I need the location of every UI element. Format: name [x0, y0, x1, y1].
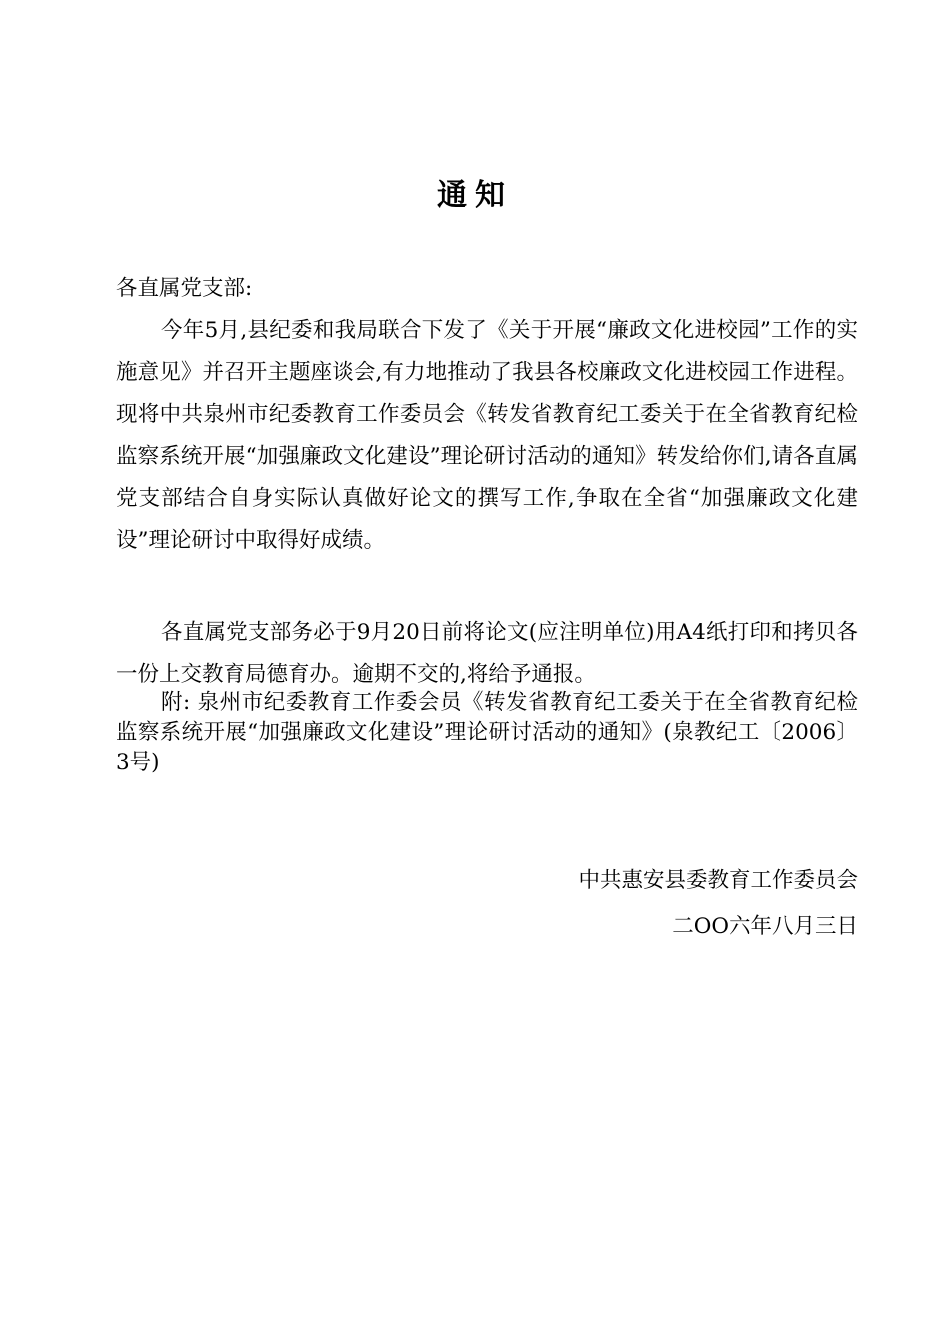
- document-title: 通知: [437, 178, 513, 213]
- signature-organization: 中共惠安县委教育工作委员会: [578, 868, 858, 893]
- body-paragraph-1: 今年5月,县纪委和我局联合下发了《关于开展“廉政文化进校园”工作的实施意见》并召开主题座谈会,有力地推动了我县各校廉政文化进校园工作进程。现将中共泉州市纪委教育工作委员会《转发省教育纪工委关于在全省教育纪检监察系统开展“加强廉政文化建设”理论研讨活动的通知》转发给你们,请各直属党支部结合自身实际认真做好论文的撰写工作,争取在全省“加强廉政文化建设”理论研讨中取得好成绩。: [116, 318, 858, 553]
- attachment-note: 附: 泉州市纪委教育工作委会员《转发省教育纪工委关于在全省教育纪检监察系统开展“加强廉政文化建设”理论研讨活动的通知》(泉教纪工〔2006〕3号): [116, 690, 858, 775]
- salutation: 各直属党支部:: [116, 276, 253, 301]
- signature-date: 二OO六年八月三日: [672, 914, 858, 939]
- body-paragraph-2: 各直属党支部务必于9月20日前将论文(应注明单位)用A4纸打印和拷贝各一份上交教育局德育办。逾期不交的,将给予通报。: [116, 620, 858, 687]
